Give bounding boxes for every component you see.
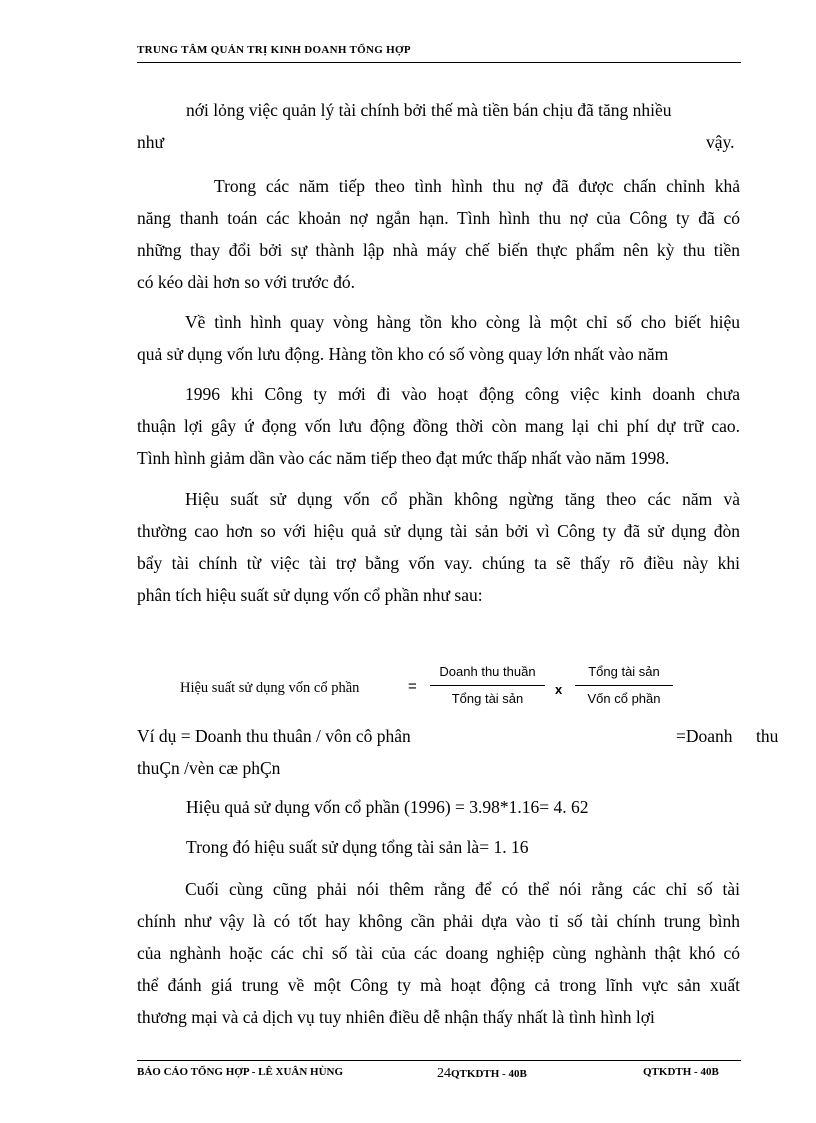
paragraph-line: có kéo dài hơn so với trước đó. [137,272,356,292]
footer-center [437,1066,527,1082]
paragraph-line: phân tích hiệu suất sử dụng vốn cổ phần như sau: [137,585,483,605]
paragraph-line: 1996 khi Công ty mới đi vào hoạt động công việc kinh doanh chưa [185,384,740,404]
header-title: TRUNG TÂM QUẢN TRỊ KINH DOANH TỔNG HỢP [137,44,411,56]
paragraph-line: bẩy tài chính từ việc tài trợ bằng vốn vay. chúng ta sẽ thấy rõ điều này khi [137,553,740,573]
formula-times: x [555,682,563,697]
paragraph-3-continued [137,378,740,474]
formula-fraction-2-numerator: Tổng tài sản [575,664,673,686]
header-divider [137,62,741,63]
example-line-left: Ví dụ = Doanh thu thuân / vôn cô phân [137,726,411,746]
paragraph-1-line-1: nới lỏng việc quản lý tài chính bởi thế mà tiền bán chịu đã tăng nhiều [186,100,672,120]
footer-right: QTKDTH - 40B [643,1066,719,1078]
paragraph-line: Cuối cùng cũng phải nói thêm rằng để có thể nói rằng các chỉ số tài [185,879,740,899]
paragraph-line: Tình hình giảm dần vào các năm tiếp theo đạt mức thấp nhất vào năm 1998. [137,448,670,468]
example-line-right-a: =Doanh [676,726,733,746]
footer-center-code: QTKDTH - 40B [451,1068,527,1080]
formula-label: Hiệu suất sử dụng vốn cổ phần [180,680,360,696]
paragraph-3 [137,306,740,370]
formula-fraction-1-denominator: Tổng tài sản [451,691,524,706]
footer-divider [137,1060,741,1061]
formula-fraction-1 [430,664,545,706]
paragraph-line: năng thanh toán các khoản nợ ngắn hạn. Tình hình thu nợ của Công ty đã có [137,208,740,228]
formula-fraction-2-denominator: Vốn cổ phần [587,691,661,706]
paragraph-line: thường cao hơn so với hiệu quả sử dụng tài sản bởi vì Công ty đã sử dụng đòn [137,521,740,541]
formula-fraction-2 [575,664,673,706]
paragraph-1-line-2-left: như [137,132,164,152]
paragraph-line: Về tình hình quay vòng hàng tồn kho còng là một chỉ số cho biết hiệu [185,312,740,332]
paragraph-4 [137,483,740,611]
paragraph-line: những thay đổi bởi sự thành lập nhà máy chế biến thực phẩm nên kỳ thu tiền [137,240,740,260]
formula-equals: = [408,678,417,695]
paragraph-line: thuận lợi gây ứ đọng vốn lưu động đồng thời còn mang lại chi phí dự trữ cao. [137,416,740,436]
paragraph-line: Hiệu suất sử dụng vốn cổ phần không ngừng tăng theo các năm và [185,489,740,509]
paragraph-2 [137,170,740,298]
paragraph-line: của nghành hoặc các chỉ số tài của các doang nghiệp cùng nghành thật khó có [137,943,740,963]
paragraph-1-line-2-right: vậy. [706,132,735,152]
paragraph-line: Trong các năm tiếp theo tình hình thu nợ đã được chấn chỉnh khả [214,176,740,196]
formula-fraction-1-numerator: Doanh thu thuần [430,664,545,686]
paragraph-line: thương mại và cả dịch vụ tuy nhiên điều dễ nhận thấy nhất là tình hình lợi [137,1007,655,1027]
paragraph-line: thể đánh giá trung về một Công ty mà hoạt động cả trong lĩnh vực sản xuất [137,975,740,995]
paragraph-line: chính như vậy là có tốt hay không cần phải dựa vào tỉ số tài chính trung bình [137,911,740,931]
result-line-1: Hiệu quả sử dụng vốn cổ phần (1996) = 3.98*1.16= 4. 62 [186,797,589,817]
page-number: 24 [437,1066,451,1081]
result-line-2: Trong đó hiệu suất sử dụng tổng tài sản là= 1. 16 [186,837,529,857]
formula [180,660,700,720]
example-line-right-b: thu [756,726,779,746]
paragraph-line: quả sử dụng vốn lưu động. Hàng tồn kho có số vòng quay lớn nhất vào năm [137,344,669,364]
paragraph-5 [137,873,740,1033]
example-line-2: thuÇn /vèn cæ phÇn [137,758,281,778]
footer-author: BÁO CÁO TỔNG HỢP - LÊ XUÂN HÙNG [137,1066,344,1078]
